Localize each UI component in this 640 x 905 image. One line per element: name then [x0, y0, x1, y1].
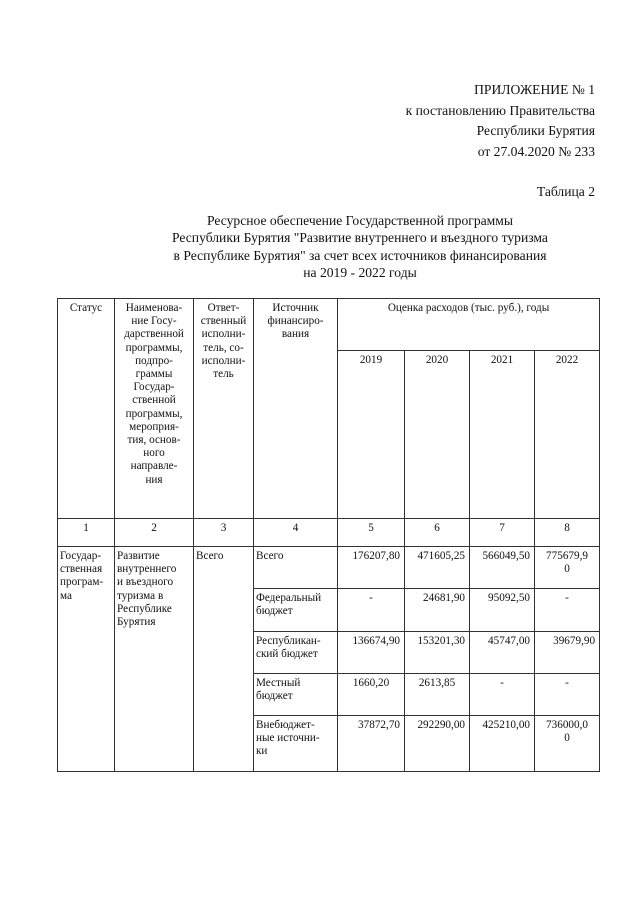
source-cell: Республикан- ский бюджет	[254, 632, 338, 674]
appendix-line: к постановлению Правительства	[405, 102, 595, 118]
header-year: 2022	[535, 351, 600, 519]
value-cell: -	[338, 589, 405, 632]
value-cell: 1660,20	[338, 674, 405, 716]
value-cell: 136674,90	[338, 632, 405, 674]
value-cell: 176207,80	[338, 547, 405, 589]
column-number: 8	[535, 519, 600, 547]
header-source: Источник финансиро- вания	[254, 299, 338, 519]
header-responsible: Ответ- ственный исполни- тель, со- исполни- тель	[194, 299, 254, 519]
header-year: 2021	[470, 351, 535, 519]
responsible-cell: Всего	[194, 547, 254, 772]
header-estimate: Оценка расходов (тыс. руб.), годы	[338, 299, 600, 351]
status-cell: Государ- ственная програм- ма	[58, 547, 115, 772]
value-cell: -	[535, 589, 600, 632]
column-number: 5	[338, 519, 405, 547]
value-cell: 292290,00	[405, 716, 470, 772]
document-title	[100, 212, 620, 282]
program-name-cell: Развитие внутреннего и въездного туризма в Республике Бурятия	[115, 547, 194, 772]
appendix-title: ПРИЛОЖЕНИЕ № 1	[474, 82, 595, 97]
value-cell: 775679,9 0	[535, 547, 600, 589]
value-cell: 153201,30	[405, 632, 470, 674]
value-cell: 425210,00	[470, 716, 535, 772]
source-cell: Федеральный бюджет	[254, 589, 338, 632]
header-status: Статус	[58, 299, 115, 519]
table-row	[58, 547, 600, 589]
column-number: 4	[254, 519, 338, 547]
column-number: 1	[58, 519, 115, 547]
table-label: Таблица 2	[536, 184, 595, 199]
resource-table	[57, 298, 600, 772]
value-cell: 95092,50	[470, 589, 535, 632]
appendix-date: от 27.04.2020 № 233	[477, 143, 595, 159]
column-number: 3	[194, 519, 254, 547]
title-line: Республики Бурятия "Развитие внутреннего и въездного туризма	[172, 230, 548, 246]
value-cell: 24681,90	[405, 589, 470, 632]
title-line: в Республике Бурятия" за счет всех источников финансирования	[173, 247, 547, 263]
title-line: на 2019 - 2022 годы	[303, 265, 417, 281]
value-cell: -	[535, 674, 600, 716]
column-number: 6	[405, 519, 470, 547]
appendix-block	[406, 80, 595, 162]
value-cell: 45747,00	[470, 632, 535, 674]
value-cell: 736000,0 0	[535, 716, 600, 772]
value-cell: 2613,85	[405, 674, 470, 716]
value-cell: -	[470, 674, 535, 716]
value-cell: 566049,50	[470, 547, 535, 589]
source-cell: Внебюджет- ные источни- ки	[254, 716, 338, 772]
header-year: 2020	[405, 351, 470, 519]
value-cell: 39679,90	[535, 632, 600, 674]
title-line: Ресурсное обеспечение Государственной программы	[207, 213, 513, 228]
column-number: 7	[470, 519, 535, 547]
value-cell: 37872,70	[338, 716, 405, 772]
source-cell: Местный бюджет	[254, 674, 338, 716]
value-cell: 471605,25	[405, 547, 470, 589]
source-cell: Всего	[254, 547, 338, 589]
column-number: 2	[115, 519, 194, 547]
appendix-line: Республики Бурятия	[476, 123, 595, 138]
header-year: 2019	[338, 351, 405, 519]
header-name: Наименова- ние Госу- дарственной программы, подпро- граммы Государ- ственной программы, мероприя- тия, основ- ного направле- ния	[115, 299, 194, 519]
